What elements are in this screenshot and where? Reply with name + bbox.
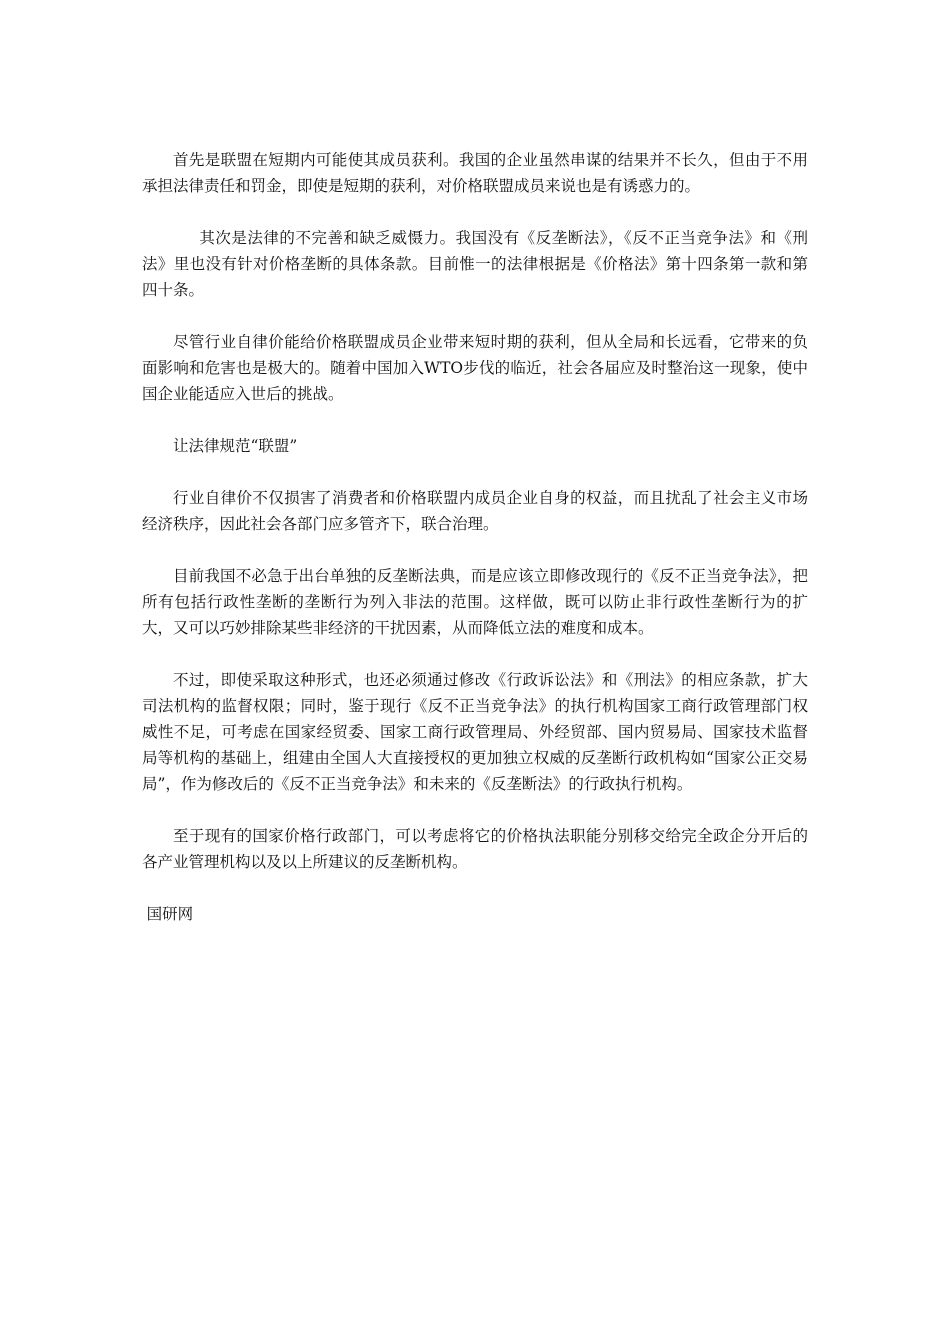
- paragraph-3: 尽管行业自律价能给价格联盟成员企业带来短时期的获利，但从全局和长远看，它带来的负面影响和危害也是极大的。随着中国加入WTO步伐的临近，社会各届应及时整治这一现象，使中国企业能适应入世后的挑战。: [142, 333, 808, 403]
- paragraph-4: 行业自律价不仅损害了消费者和价格联盟内成员企业自身的权益，而且扰乱了社会主义市场经济秩序，因此社会各部门应多管齐下，联合治理。: [142, 489, 808, 533]
- paragraph-7: 至于现有的国家价格行政部门，可以考虑将它的价格执法职能分别移交给完全政企分开后的各产业管理机构以及以上所建议的反垄断机构。: [142, 827, 808, 871]
- document-body: [142, 147, 808, 927]
- paragraph-6: 不过，即使采取这种形式，也还必须通过修改《行政诉讼法》和《刑法》的相应条款，扩大司法机构的监督权限；同时，鉴于现行《反不正当竞争法》的执行机构国家工商行政管理部门权威性不足，可考虑在国家经贸委、国家工商行政管理局、外经贸部、国内贸易局、国家技术监督局等机构的基础上，组建由全国人大直接授权的更加独立权威的反垄断行政机构如“国家公正交易局”，作为修改后的《反不正当竞争法》和未来的《反垄断法》的行政执行机构。: [142, 671, 808, 793]
- source-attribution: 国研网: [146, 905, 194, 923]
- section-heading: 让法律规范“联盟”: [173, 437, 298, 455]
- paragraph-2: 其次是法律的不完善和缺乏威慑力。我国没有《反垄断法》，《反不正当竞争法》和《刑法》里也没有针对价格垄断的具体条款。目前惟一的法律根据是《价格法》第十四条第一款和第四十条。: [142, 229, 808, 299]
- paragraph-1: 首先是联盟在短期内可能使其成员获利。我国的企业虽然串谋的结果并不长久，但由于不用承担法律责任和罚金，即使是短期的获利，对价格联盟成员来说也是有诱惑力的。: [142, 151, 808, 195]
- paragraph-5: 目前我国不必急于出台单独的反垄断法典，而是应该立即修改现行的《反不正当竞争法》，把所有包括行政性垄断的垄断行为列入非法的范围。这样做，既可以防止非行政性垄断行为的扩大，又可以巧妙排除某些非经济的干扰因素，从而降低立法的难度和成本。: [142, 567, 808, 637]
